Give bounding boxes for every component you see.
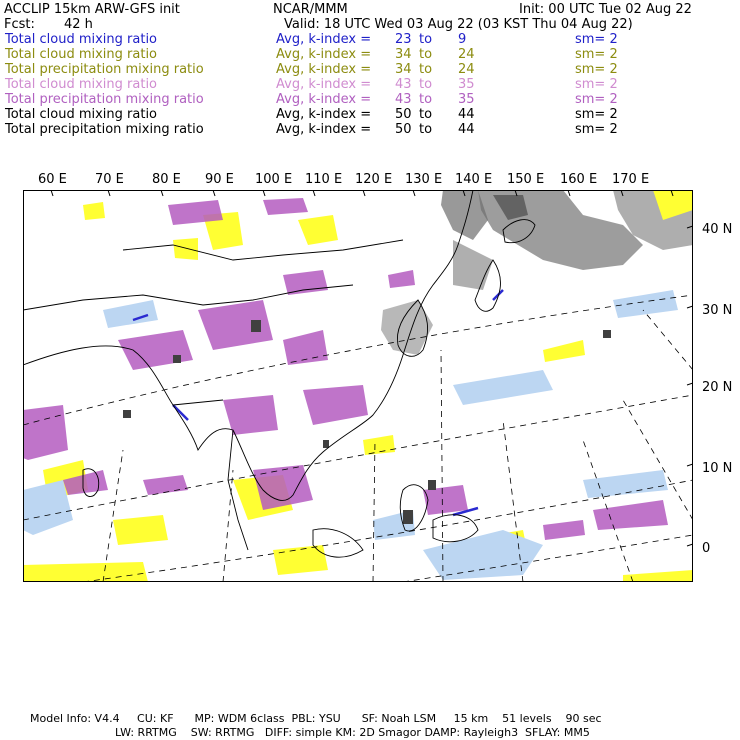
model-info-line1: Model Info: V4.4 CU: KF MP: WDM 6class PBL: YSU SF: Noah LSM 15 km 51 levels 90 sec <box>30 712 602 725</box>
legend-smoothing: sm= 2 <box>575 47 618 62</box>
lon-label: 170 E <box>612 172 650 187</box>
legend-to: to <box>419 62 433 77</box>
legend-k-end: 24 <box>458 62 475 77</box>
legend-avg: Avg, k-index = <box>276 122 372 137</box>
lat-label: 40 N <box>702 222 733 237</box>
legend-k-end: 35 <box>458 92 475 107</box>
lon-label: 110 E <box>305 172 343 187</box>
legend-smoothing: sm= 2 <box>575 32 618 47</box>
legend-field: Total precipitation mixing ratio <box>5 122 204 137</box>
forecast-map <box>23 190 693 582</box>
legend-avg: Avg, k-index = <box>276 62 372 77</box>
lon-label: 80 E <box>152 172 181 187</box>
org-label: NCAR/MMM <box>273 2 348 17</box>
legend-smoothing: sm= 2 <box>575 122 618 137</box>
legend-k-end: 44 <box>458 107 475 122</box>
model-info-line2: LW: RRTMG SW: RRTMG DIFF: simple KM: 2D Smagor DAMP: Rayleigh3 SFLAY: MM5 <box>115 726 590 739</box>
valid-time: Valid: 18 UTC Wed 03 Aug 22 (03 KST Thu 04 Aug 22) <box>284 17 633 32</box>
lon-label: 160 E <box>560 172 598 187</box>
legend-k-end: 9 <box>458 32 467 47</box>
lon-label: 130 E <box>405 172 443 187</box>
legend-k-start: 50 <box>395 107 412 122</box>
lon-label: 60 E <box>38 172 67 187</box>
legend-to: to <box>419 107 433 122</box>
legend-k-end: 35 <box>458 77 475 92</box>
lon-label: 140 E <box>455 172 493 187</box>
lon-label: 90 E <box>205 172 234 187</box>
lat-label: 30 N <box>702 303 733 318</box>
legend-avg: Avg, k-index = <box>276 92 372 107</box>
legend-to: to <box>419 122 433 137</box>
legend-smoothing: sm= 2 <box>575 107 618 122</box>
legend-field: Total cloud mixing ratio <box>5 32 158 47</box>
legend-avg: Avg, k-index = <box>276 107 372 122</box>
model-title: ACCLIP 15km ARW-GFS init <box>4 2 180 17</box>
legend-avg: Avg, k-index = <box>276 32 372 47</box>
legend-field: Total precipitation mixing ratio <box>5 62 204 77</box>
lon-label: 150 E <box>507 172 545 187</box>
legend-k-start: 34 <box>395 62 412 77</box>
legend-k-start: 23 <box>395 32 412 47</box>
legend-to: to <box>419 92 433 107</box>
legend-k-start: 34 <box>395 47 412 62</box>
lat-label: 0 <box>702 541 711 556</box>
init-time: Init: 00 UTC Tue 02 Aug 22 <box>519 2 692 17</box>
legend-k-end: 44 <box>458 122 475 137</box>
legend-field: Total cloud mixing ratio <box>5 107 158 122</box>
lon-label: 70 E <box>95 172 124 187</box>
legend-k-start: 43 <box>395 77 412 92</box>
legend-to: to <box>419 47 433 62</box>
legend-k-end: 24 <box>458 47 475 62</box>
forecast-label: Fcst: <box>4 17 35 32</box>
legend-to: to <box>419 77 433 92</box>
legend-field: Total cloud mixing ratio <box>5 77 158 92</box>
legend-field: Total cloud mixing ratio <box>5 47 158 62</box>
lat-label: 20 N <box>702 380 733 395</box>
legend-avg: Avg, k-index = <box>276 47 372 62</box>
legend-smoothing: sm= 2 <box>575 92 618 107</box>
legend-smoothing: sm= 2 <box>575 62 618 77</box>
legend-k-start: 43 <box>395 92 412 107</box>
forecast-hour: 42 h <box>64 17 93 32</box>
legend-k-start: 50 <box>395 122 412 137</box>
legend-field: Total precipitation mixing ratio <box>5 92 204 107</box>
lat-label: 10 N <box>702 461 733 476</box>
lon-label: 100 E <box>255 172 293 187</box>
lon-label: 120 E <box>355 172 393 187</box>
legend-smoothing: sm= 2 <box>575 77 618 92</box>
legend-to: to <box>419 32 433 47</box>
legend-avg: Avg, k-index = <box>276 77 372 92</box>
